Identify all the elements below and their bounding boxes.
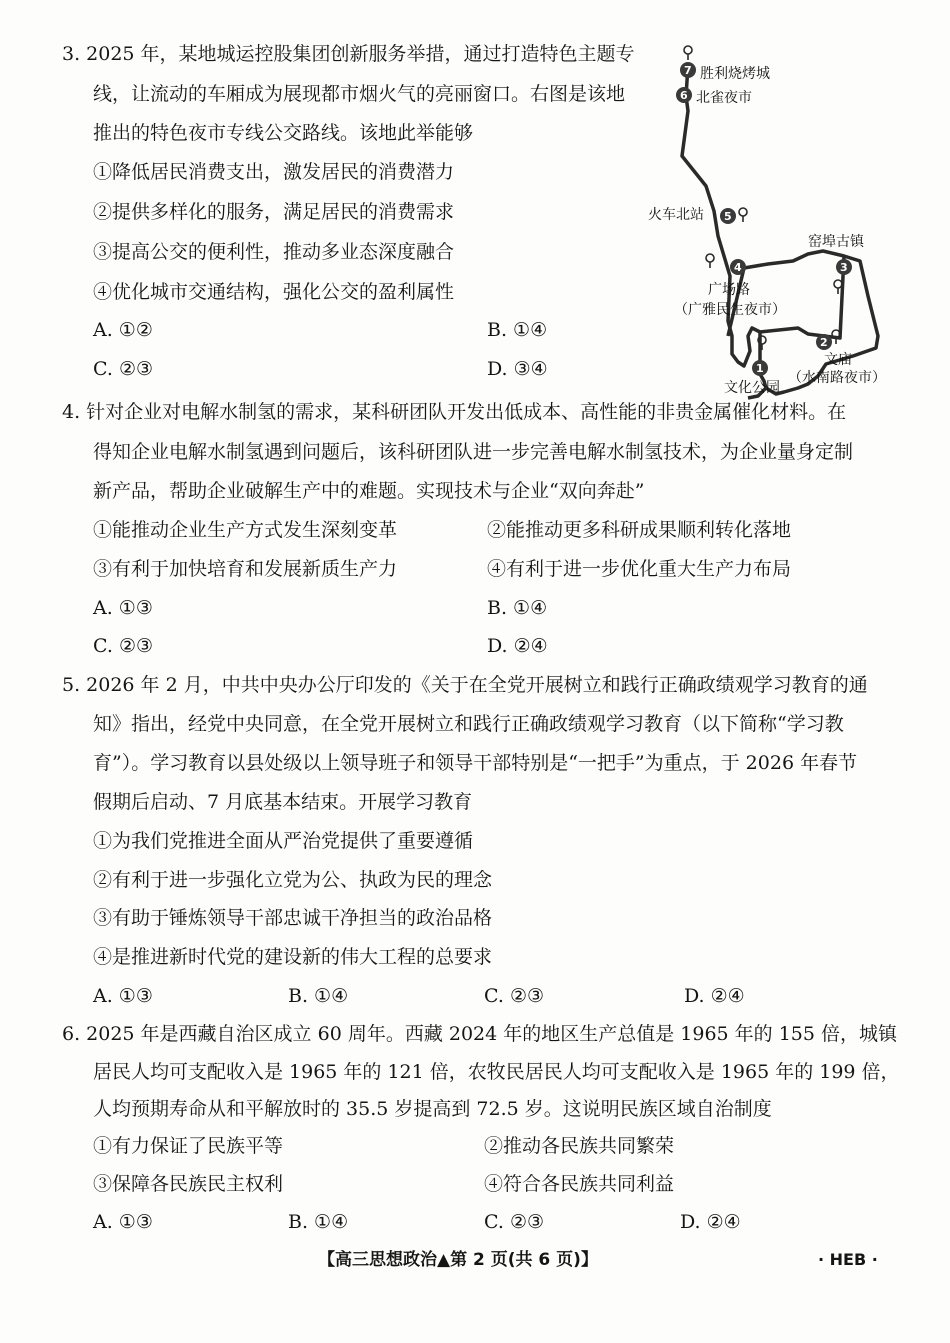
bus-route-map — [648, 36, 898, 406]
q6-option-d: D. ②④ — [680, 1211, 741, 1233]
q6-statement-3: ③保障各民族民主权利 — [93, 1173, 284, 1195]
q6-statement-1: ①有力保证了民族平等 — [93, 1135, 284, 1157]
q3-option-a: A. ①② — [93, 319, 153, 341]
pin-icon — [684, 46, 692, 60]
q4-option-a: A. ①③ — [93, 597, 153, 619]
page-footer — [0, 1248, 950, 1272]
q4-stem-line-1: 4. 针对企业对电解水制氢的需求，某科研团队开发出低成本、高性能的非贵金属催化材料。在 — [62, 401, 847, 423]
triangle-icon: ▲ — [437, 1250, 451, 1270]
q3-stem-line-3: 推出的特色夜市专线公交路线。该地此举能够 — [93, 122, 474, 144]
q3-stem-line-1: 3. 2025 年，某地城运控股集团创新服务举措，通过打造特色主题专 — [62, 43, 635, 65]
stop-1-label: 文化公园 — [724, 380, 780, 396]
q6-stem-line-1: 6. 2025 年是西藏自治区成立 60 周年。西藏 2024 年的地区生产总值是 1965 年的 155 倍，城镇 — [62, 1023, 898, 1045]
q3-statement-3: ③提高公交的便利性，推动多业态深度融合 — [93, 241, 455, 263]
q4-statement-2: ②能推动更多科研成果顺利转化落地 — [487, 519, 792, 541]
q3-option-d: D. ③④ — [487, 358, 548, 380]
svg-text:6: 6 — [680, 89, 688, 102]
footer-subject: 【高三思想政治 — [318, 1250, 437, 1270]
q5-option-a: A. ①③ — [93, 985, 153, 1007]
stop-6-marker — [676, 87, 692, 103]
stop-4-marker — [730, 259, 746, 275]
q5-option-c: C. ②③ — [484, 985, 545, 1007]
page-number — [318, 1248, 598, 1272]
q4-option-c: C. ②③ — [93, 635, 154, 657]
stop-7-label: 胜利烧烤城 — [700, 66, 770, 82]
stop-6-label: 北雀夜市 — [696, 90, 752, 106]
q3-option-c: C. ②③ — [93, 358, 154, 380]
pin-icon — [706, 254, 714, 268]
q5-stem-line-3: 育”）。学习教育以县处级以上领导班子和领导干部特别是“一把手”为重点，于 2026 年春节 — [93, 752, 858, 774]
stop-2-label: 文庙 — [824, 352, 852, 368]
stop-4-label: 广场路 — [708, 282, 750, 298]
q5-stem-line-2: 知》指出，经党中央同意，在全党开展树立和践行正确政绩观学习教育（以下简称“学习教 — [93, 713, 844, 735]
q3-option-b: B. ①④ — [487, 319, 548, 341]
footer-page-info: 第 2 页(共 6 页)】 — [450, 1250, 598, 1270]
q4-stem-line-3: 新产品，帮助企业破解生产中的难题。实现技术与企业“双向奔赴” — [93, 480, 645, 502]
q6-option-c: C. ②③ — [484, 1211, 545, 1233]
q5-option-d: D. ②④ — [684, 985, 745, 1007]
svg-text:7: 7 — [684, 64, 692, 77]
q6-stem-line-3: 人均预期寿命从和平解放时的 35.5 岁提高到 72.5 岁。这说明民族区域自治制度 — [93, 1098, 772, 1120]
stop-3-marker — [836, 259, 852, 275]
q5-stem-line-1: 5. 2026 年 2 月，中共中央办公厅印发的《关于在全党开展树立和践行正确政绩观学习教育的通 — [62, 674, 868, 696]
q5-statement-1: ①为我们党推进全面从严治党提供了重要遵循 — [93, 830, 474, 852]
q4-option-d: D. ②④ — [487, 635, 548, 657]
q4-statement-3: ③有利于加快培育和发展新质生产力 — [93, 558, 398, 580]
pin-icon — [739, 208, 747, 222]
svg-text:2: 2 — [820, 336, 828, 349]
stop-3-label: 窑埠古镇 — [808, 234, 864, 250]
q5-statement-2: ②有利于进一步强化立党为公、执政为民的理念 — [93, 869, 493, 891]
stop-2-sublabel: （水南路夜市） — [788, 370, 886, 386]
stop-7-marker — [680, 62, 696, 78]
svg-text:1: 1 — [756, 362, 764, 375]
q5-statement-3: ③有助于锤炼领导干部忠诚干净担当的政治品格 — [93, 907, 493, 929]
svg-text:3: 3 — [840, 261, 848, 274]
q3-statement-4: ④优化城市交通结构，强化公交的盈利属性 — [93, 281, 455, 303]
q6-option-b: B. ①④ — [288, 1211, 349, 1233]
svg-text:5: 5 — [724, 210, 732, 223]
q4-statement-4: ④有利于进一步优化重大生产力布局 — [487, 558, 792, 580]
q5-option-b: B. ①④ — [288, 985, 349, 1007]
q3-stem-line-2: 线，让流动的车厢成为展现都市烟火气的亮丽窗口。右图是该地 — [93, 83, 626, 105]
route-line — [682, 66, 878, 398]
q6-statement-2: ②推动各民族共同繁荣 — [484, 1135, 675, 1157]
q4-option-b: B. ①④ — [487, 597, 548, 619]
q6-statement-4: ④符合各民族共同利益 — [484, 1173, 675, 1195]
exam-code: · HEB · — [818, 1250, 878, 1269]
stop-1-marker — [752, 360, 768, 376]
q6-option-a: A. ①③ — [93, 1211, 153, 1233]
q5-stem-line-4: 假期后启动、7 月底基本结束。开展学习教育 — [93, 791, 473, 813]
stop-2-marker — [816, 334, 832, 350]
q3-statement-1: ①降低居民消费支出，激发居民的消费潜力 — [93, 161, 455, 183]
stop-5-label: 火车北站 — [648, 207, 704, 223]
stop-5-marker — [720, 208, 736, 224]
q4-statement-1: ①能推动企业生产方式发生深刻变革 — [93, 519, 398, 541]
stop-4-sublabel: （广雅民生夜市） — [674, 302, 786, 318]
svg-text:4: 4 — [734, 261, 742, 274]
q3-statement-2: ②提供多样化的服务，满足居民的消费需求 — [93, 201, 455, 223]
q5-statement-4: ④是推进新时代党的建设新的伟大工程的总要求 — [93, 946, 493, 968]
q4-stem-line-2: 得知企业电解水制氢遇到问题后，该科研团队进一步完善电解水制氢技术，为企业量身定制 — [93, 441, 854, 463]
q6-stem-line-2: 居民人均可支配收入是 1965 年的 121 倍，农牧民居民人均可支配收入是 1965 年的 199 倍， — [93, 1061, 900, 1083]
